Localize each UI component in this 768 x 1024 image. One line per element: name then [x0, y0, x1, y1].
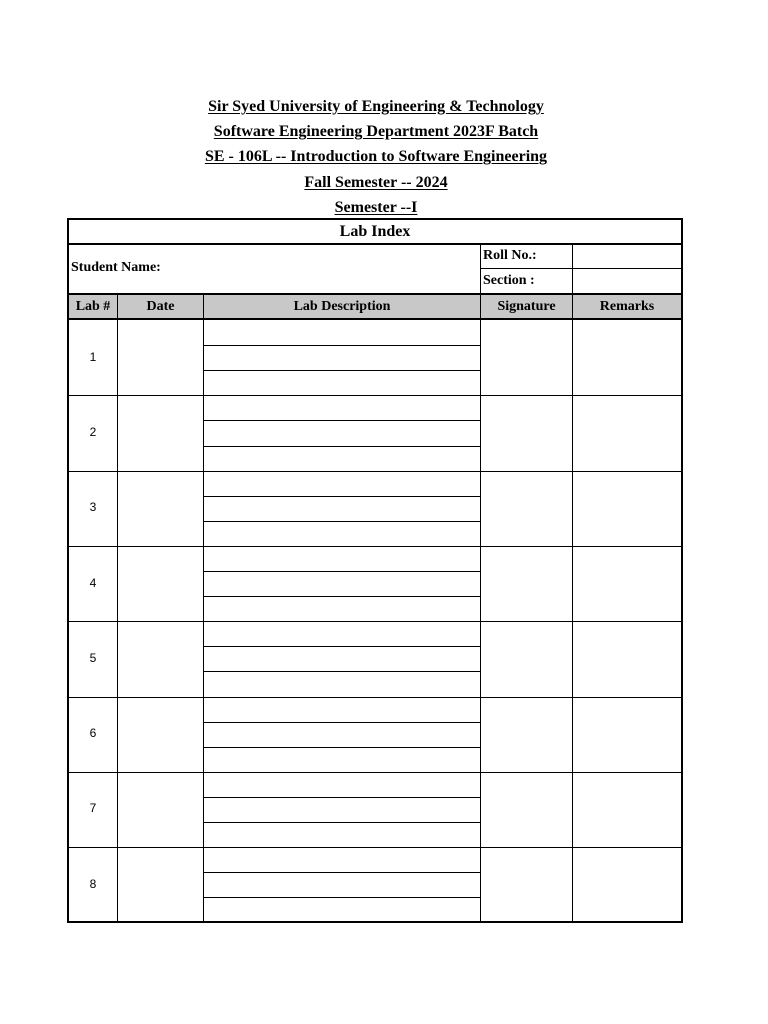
signature-cell[interactable]: [481, 321, 572, 394]
signature-cell[interactable]: [481, 547, 572, 620]
column-lab-description: Lab Description: [293, 298, 391, 314]
roll-no-label: Roll No.:: [483, 248, 537, 263]
lab-number: 3: [89, 500, 97, 514]
lab-description-cell[interactable]: [204, 321, 480, 394]
remarks-cell[interactable]: [573, 547, 681, 620]
roll-no-field[interactable]: [573, 245, 681, 268]
lab-number: 2: [89, 425, 97, 439]
date-cell[interactable]: [118, 848, 203, 921]
date-cell[interactable]: [118, 472, 203, 545]
student-name-field[interactable]: [189, 247, 479, 293]
column-lab-number: Lab #: [75, 298, 111, 314]
document-header: [0, 94, 752, 220]
date-cell[interactable]: [118, 396, 203, 469]
remarks-cell[interactable]: [573, 698, 681, 771]
form-title: Lab Index: [67, 218, 683, 245]
lab-number: 7: [89, 801, 97, 815]
lab-description-cell[interactable]: [204, 396, 480, 469]
column-date: Date: [146, 298, 175, 314]
lab-description-cell[interactable]: [204, 472, 480, 545]
lab-description-cell[interactable]: [204, 698, 480, 771]
remarks-cell[interactable]: [573, 396, 681, 469]
section-field[interactable]: [573, 269, 681, 293]
lab-number: 5: [89, 651, 97, 665]
table-header: [67, 293, 683, 320]
lab-description-cell[interactable]: [204, 547, 480, 620]
university-title: Sir Syed University of Engineering & Technology: [208, 98, 544, 115]
date-cell[interactable]: [118, 622, 203, 695]
department-title: Software Engineering Department 2023F Batch: [213, 123, 539, 141]
lab-number: 8: [89, 877, 97, 891]
signature-cell[interactable]: [481, 622, 572, 695]
term-title: Fall Semester -- 2024: [304, 173, 448, 191]
section-label: Section :: [483, 273, 535, 288]
signature-cell[interactable]: [481, 773, 572, 846]
remarks-cell[interactable]: [573, 472, 681, 545]
signature-cell[interactable]: [481, 396, 572, 469]
date-cell[interactable]: [118, 698, 203, 771]
date-cell[interactable]: [118, 547, 203, 620]
course-title: SE - 106L -- Introduction to Software Engineering: [204, 148, 548, 166]
date-cell[interactable]: [118, 321, 203, 394]
signature-cell[interactable]: [481, 698, 572, 771]
lab-number: 1: [89, 350, 97, 364]
lab-table-body: [67, 318, 683, 923]
semester-title: Semester --I: [334, 198, 418, 216]
remarks-cell[interactable]: [573, 773, 681, 846]
lab-description-cell[interactable]: [204, 848, 480, 921]
lab-description-cell[interactable]: [204, 622, 480, 695]
remarks-cell[interactable]: [573, 321, 681, 394]
info-divider: [480, 245, 481, 293]
date-cell[interactable]: [118, 773, 203, 846]
remarks-cell[interactable]: [573, 622, 681, 695]
column-signature: Signature: [497, 298, 556, 314]
column-remarks: Remarks: [599, 298, 655, 314]
lab-index-form: [67, 218, 683, 923]
student-name-label: Student Name:: [71, 260, 161, 275]
remarks-cell[interactable]: [573, 848, 681, 921]
lab-number: 4: [89, 576, 97, 590]
signature-cell[interactable]: [481, 472, 572, 545]
student-info-section: [67, 243, 683, 295]
lab-number: 6: [89, 726, 97, 740]
signature-cell[interactable]: [481, 848, 572, 921]
lab-description-cell[interactable]: [204, 773, 480, 846]
